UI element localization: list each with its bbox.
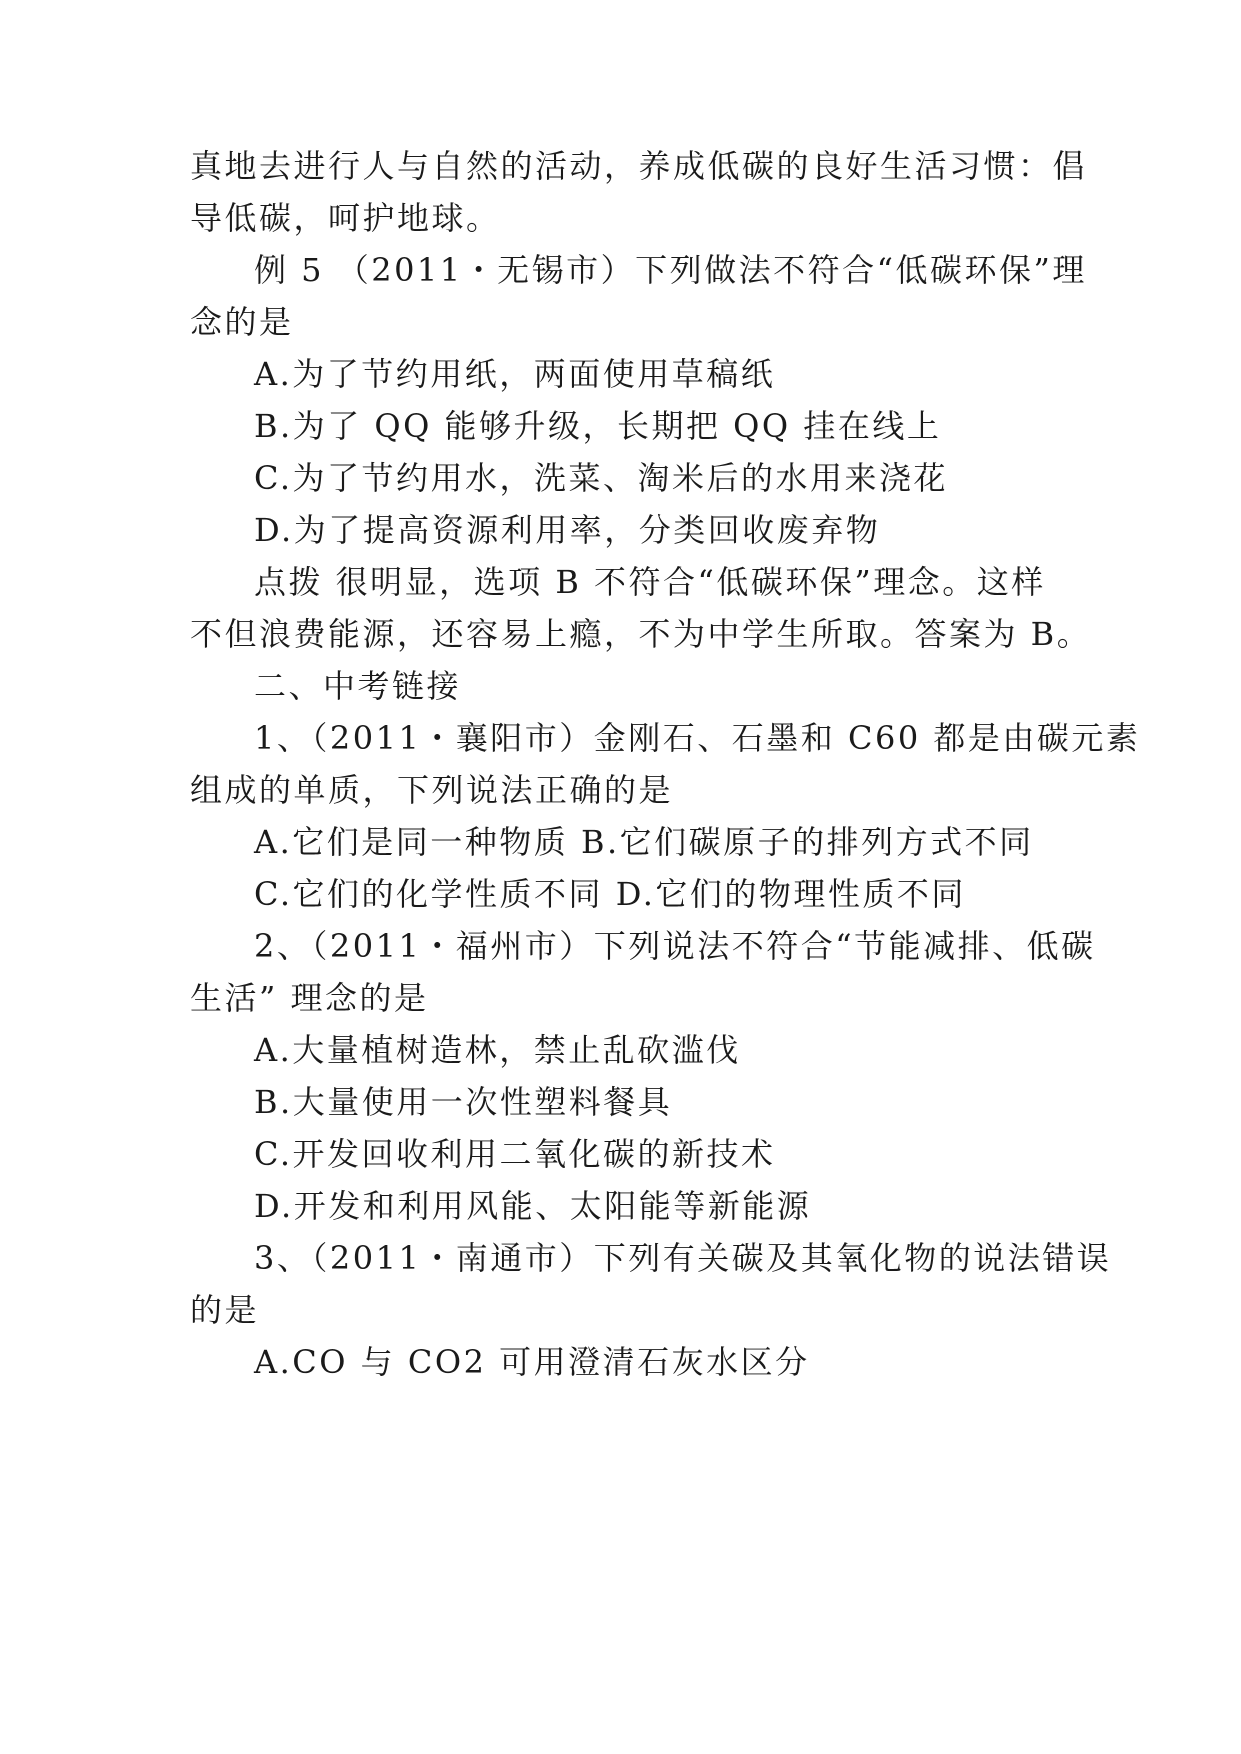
option-b: B.大量使用一次性塑料餐具 — [254, 1083, 673, 1121]
text-line: 真地去进行人与自然的活动，养成低碳的良好生活习惯：倡 — [190, 147, 1088, 185]
explanation: 点拨 很明显，选项 B 不符合“低碳环保”理念。这样 — [254, 563, 1046, 601]
example-heading: 例 5 （2011・无锡市）下列做法不符合“低碳环保”理 — [254, 251, 1087, 289]
option-a: A.CO 与 CO2 可用澄清石灰水区分 — [254, 1343, 810, 1381]
question-2: 2、（2011・福州市）下列说法不符合“节能减排、低碳 — [254, 927, 1096, 965]
text-line: 的是 — [190, 1291, 260, 1329]
text-line: 不但浪费能源，还容易上瘾，不为中学生所取。答案为 B。 — [190, 615, 1092, 653]
text-line: 导低碳，呵护地球。 — [190, 199, 501, 237]
option-a: A.为了节约用纸，两面使用草稿纸 — [254, 355, 776, 393]
question-3: 3、（2011・南通市）下列有关碳及其氧化物的说法错误 — [254, 1239, 1112, 1277]
option-c: C.开发回收利用二氧化碳的新技术 — [254, 1135, 776, 1173]
option-a: A.大量植树造林，禁止乱砍滥伐 — [254, 1031, 741, 1069]
text-line: 念的是 — [190, 303, 294, 341]
option-ab: A.它们是同一种物质 B.它们碳原子的排列方式不同 — [254, 823, 1034, 861]
question-1: 1、（2011・襄阳市）金刚石、石墨和 C60 都是由碳元素 — [254, 719, 1141, 757]
option-cd: C.它们的化学性质不同 D.它们的物理性质不同 — [254, 875, 966, 913]
option-b: B.为了 QQ 能够升级，长期把 QQ 挂在线上 — [254, 407, 942, 445]
option-c: C.为了节约用水，洗菜、淘米后的水用来浇花 — [254, 459, 949, 497]
text-line: 生活” 理念的是 — [190, 979, 429, 1017]
option-d: D.开发和利用风能、太阳能等新能源 — [254, 1187, 812, 1225]
option-d: D.为了提高资源利用率，分类回收废弃物 — [254, 511, 881, 549]
text-line: 组成的单质，下列说法正确的是 — [190, 771, 674, 809]
section-heading: 二、中考链接 — [254, 667, 462, 705]
